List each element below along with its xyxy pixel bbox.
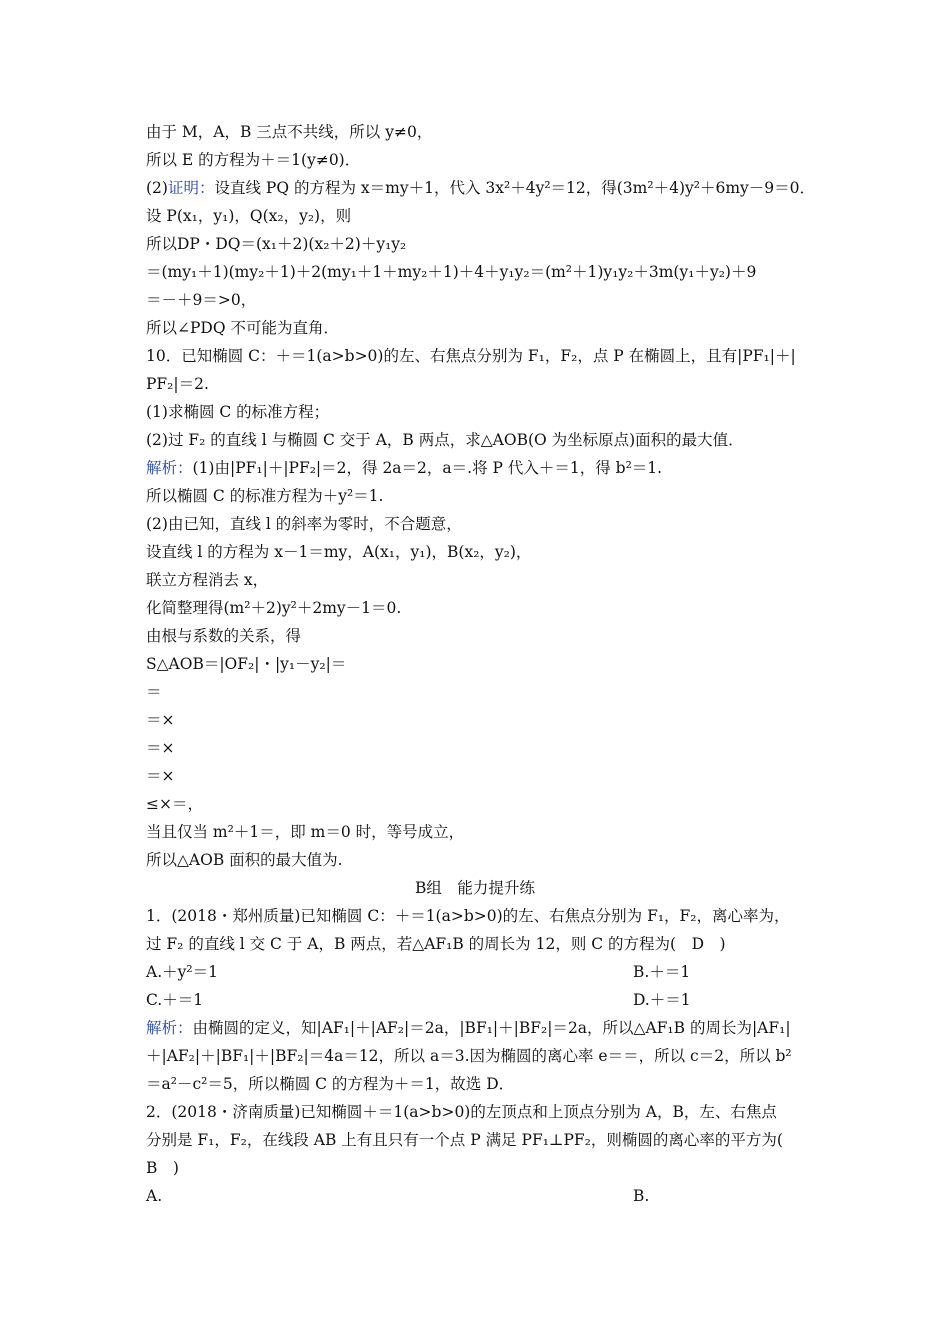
text-line: 由于 M，A，B 三点不共线，所以 y≠0，: [146, 123, 433, 141]
proof-label: 证明：: [167, 179, 215, 197]
text-line: PF₂|＝2.: [146, 375, 209, 393]
text-line: S△AOB＝|OF₂|・|y₁－y₂|＝: [146, 655, 347, 673]
text-line: 所以∠PDQ 不可能为直角．: [146, 319, 339, 337]
solution-label: 解析：: [146, 459, 193, 477]
text-line: 当且仅当 m²＋1＝，即 m＝0 时，等号成立，: [146, 823, 465, 841]
text-line: 所以椭圆 C 的标准方程为＋y²＝1.: [146, 487, 384, 505]
question-2-line: 2．(2018・济南质量)已知椭圆＋＝1(a>b>0)的左顶点和上顶点分别为 A，B，左、右焦点: [146, 1103, 777, 1121]
text-line: ＝(my₁＋1)(my₂＋1)＋2(my₁＋1＋my₂＋1)＋4＋y₁y₂＝(m²＋1)y₁y₂＋3m(y₁＋y₂)＋9: [146, 263, 757, 281]
text-segment: 设直线 PQ 的方程为 x＝my＋1，代入 3x²＋4y²＝12，得(3m²＋4)y²＋6my－9＝0．: [214, 179, 815, 197]
text-line: (1)求椭圆 C 的标准方程；: [146, 403, 330, 421]
question-1-line: 1．(2018・郑州质量)已知椭圆 C：＋＝1(a>b>0)的左、右焦点分别为 F₁，F₂，离心率为，: [146, 907, 790, 925]
text-line: (2)由已知，直线 l 的斜率为零时，不合题意，: [146, 515, 462, 533]
text-line: ＝×: [146, 711, 175, 729]
text-segment: (1)由|PF₁|＋|PF₂|＝2，得 2a＝2，a＝.将 P 代入＋＝1，得 b²＝1.: [192, 459, 663, 477]
text-line: 设直线 l 的方程为 x－1＝my，A(x₁，y₁)，B(x₂，y₂)，: [146, 543, 532, 561]
question-2-line: B ): [146, 1159, 179, 1177]
option-c: C.＋＝1: [146, 991, 204, 1009]
text-line: ＝a²－c²＝5，所以椭圆 C 的方程为＋＝1，故选 D．: [146, 1075, 515, 1093]
question-10-line: 10．已知椭圆 C：＋＝1(a>b>0)的左、右焦点分别为 F₁，F₂，点 P 在椭圆上，且有|PF₁|＋|: [146, 347, 796, 365]
option-d: D.＋＝1: [633, 991, 691, 1009]
text-line: ＝: [146, 683, 162, 701]
text-line: (2)过 F₂ 的直线 l 与椭圆 C 交于 A，B 两点，求△AOB(O 为坐标原点)面积的最大值．: [146, 431, 744, 449]
text-line: ＝－＋9＝>0，: [146, 291, 257, 309]
option-row: [146, 1186, 650, 1206]
text-line: 设 P(x₁，y₁)，Q(x₂，y₂)，则: [146, 207, 352, 225]
option-b: B.: [633, 1187, 650, 1205]
text-line: 所以DP・DQ＝(x₁＋2)(x₂＋2)＋y₁y₂: [146, 235, 407, 253]
text-line: 由根与系数的关系，得: [146, 627, 302, 645]
text-line: 所以△AOB 面积的最大值为.: [146, 851, 343, 869]
option-row: [146, 962, 691, 982]
option-a: A.＋y²＝1: [146, 963, 218, 981]
question-1-line: 过 F₂ 的直线 l 交 C 于 A，B 两点，若△AF₁B 的周长为 12，则 C 的方程为( D ): [146, 935, 726, 953]
text-line: ＋|AF₂|＋|BF₁|＋|BF₂|＝4a＝12，所以 a＝3.因为椭圆的离心率 e＝＝，所以 c＝2，所以 b²: [146, 1047, 792, 1065]
text-line: 化简整理得(m²＋2)y²＋2my－1＝0.: [146, 599, 402, 617]
part-label: (2): [146, 179, 168, 197]
text-line: ＝×: [146, 767, 175, 785]
text-line: ≤×＝，: [146, 795, 203, 813]
text-line: [146, 1018, 791, 1038]
question-2-line: 分别是 F₁，F₂，在线段 AB 上有且只有一个点 P 满足 PF₁⊥PF₂，则椭圆的离心率的平方为(: [146, 1131, 783, 1149]
option-row: [146, 990, 691, 1010]
text-line: [146, 458, 662, 478]
text-line: [146, 178, 815, 198]
text-line: ＝×: [146, 739, 175, 757]
section-title: B组 能力提升练: [415, 879, 535, 897]
solution-label: 解析：: [146, 1019, 193, 1037]
text-line: 所以 E 的方程为＋＝1(y≠0)．: [146, 151, 361, 169]
option-a: A.: [146, 1187, 163, 1205]
option-b: B.＋＝1: [633, 963, 691, 981]
text-segment: 由椭圆的定义，知|AF₁|＋|AF₂|＝2a，|BF₁|＋|BF₂|＝2a，所以△AF₁B 的周长为|AF₁|: [192, 1019, 791, 1037]
text-line: 联立方程消去 x，: [146, 571, 269, 589]
